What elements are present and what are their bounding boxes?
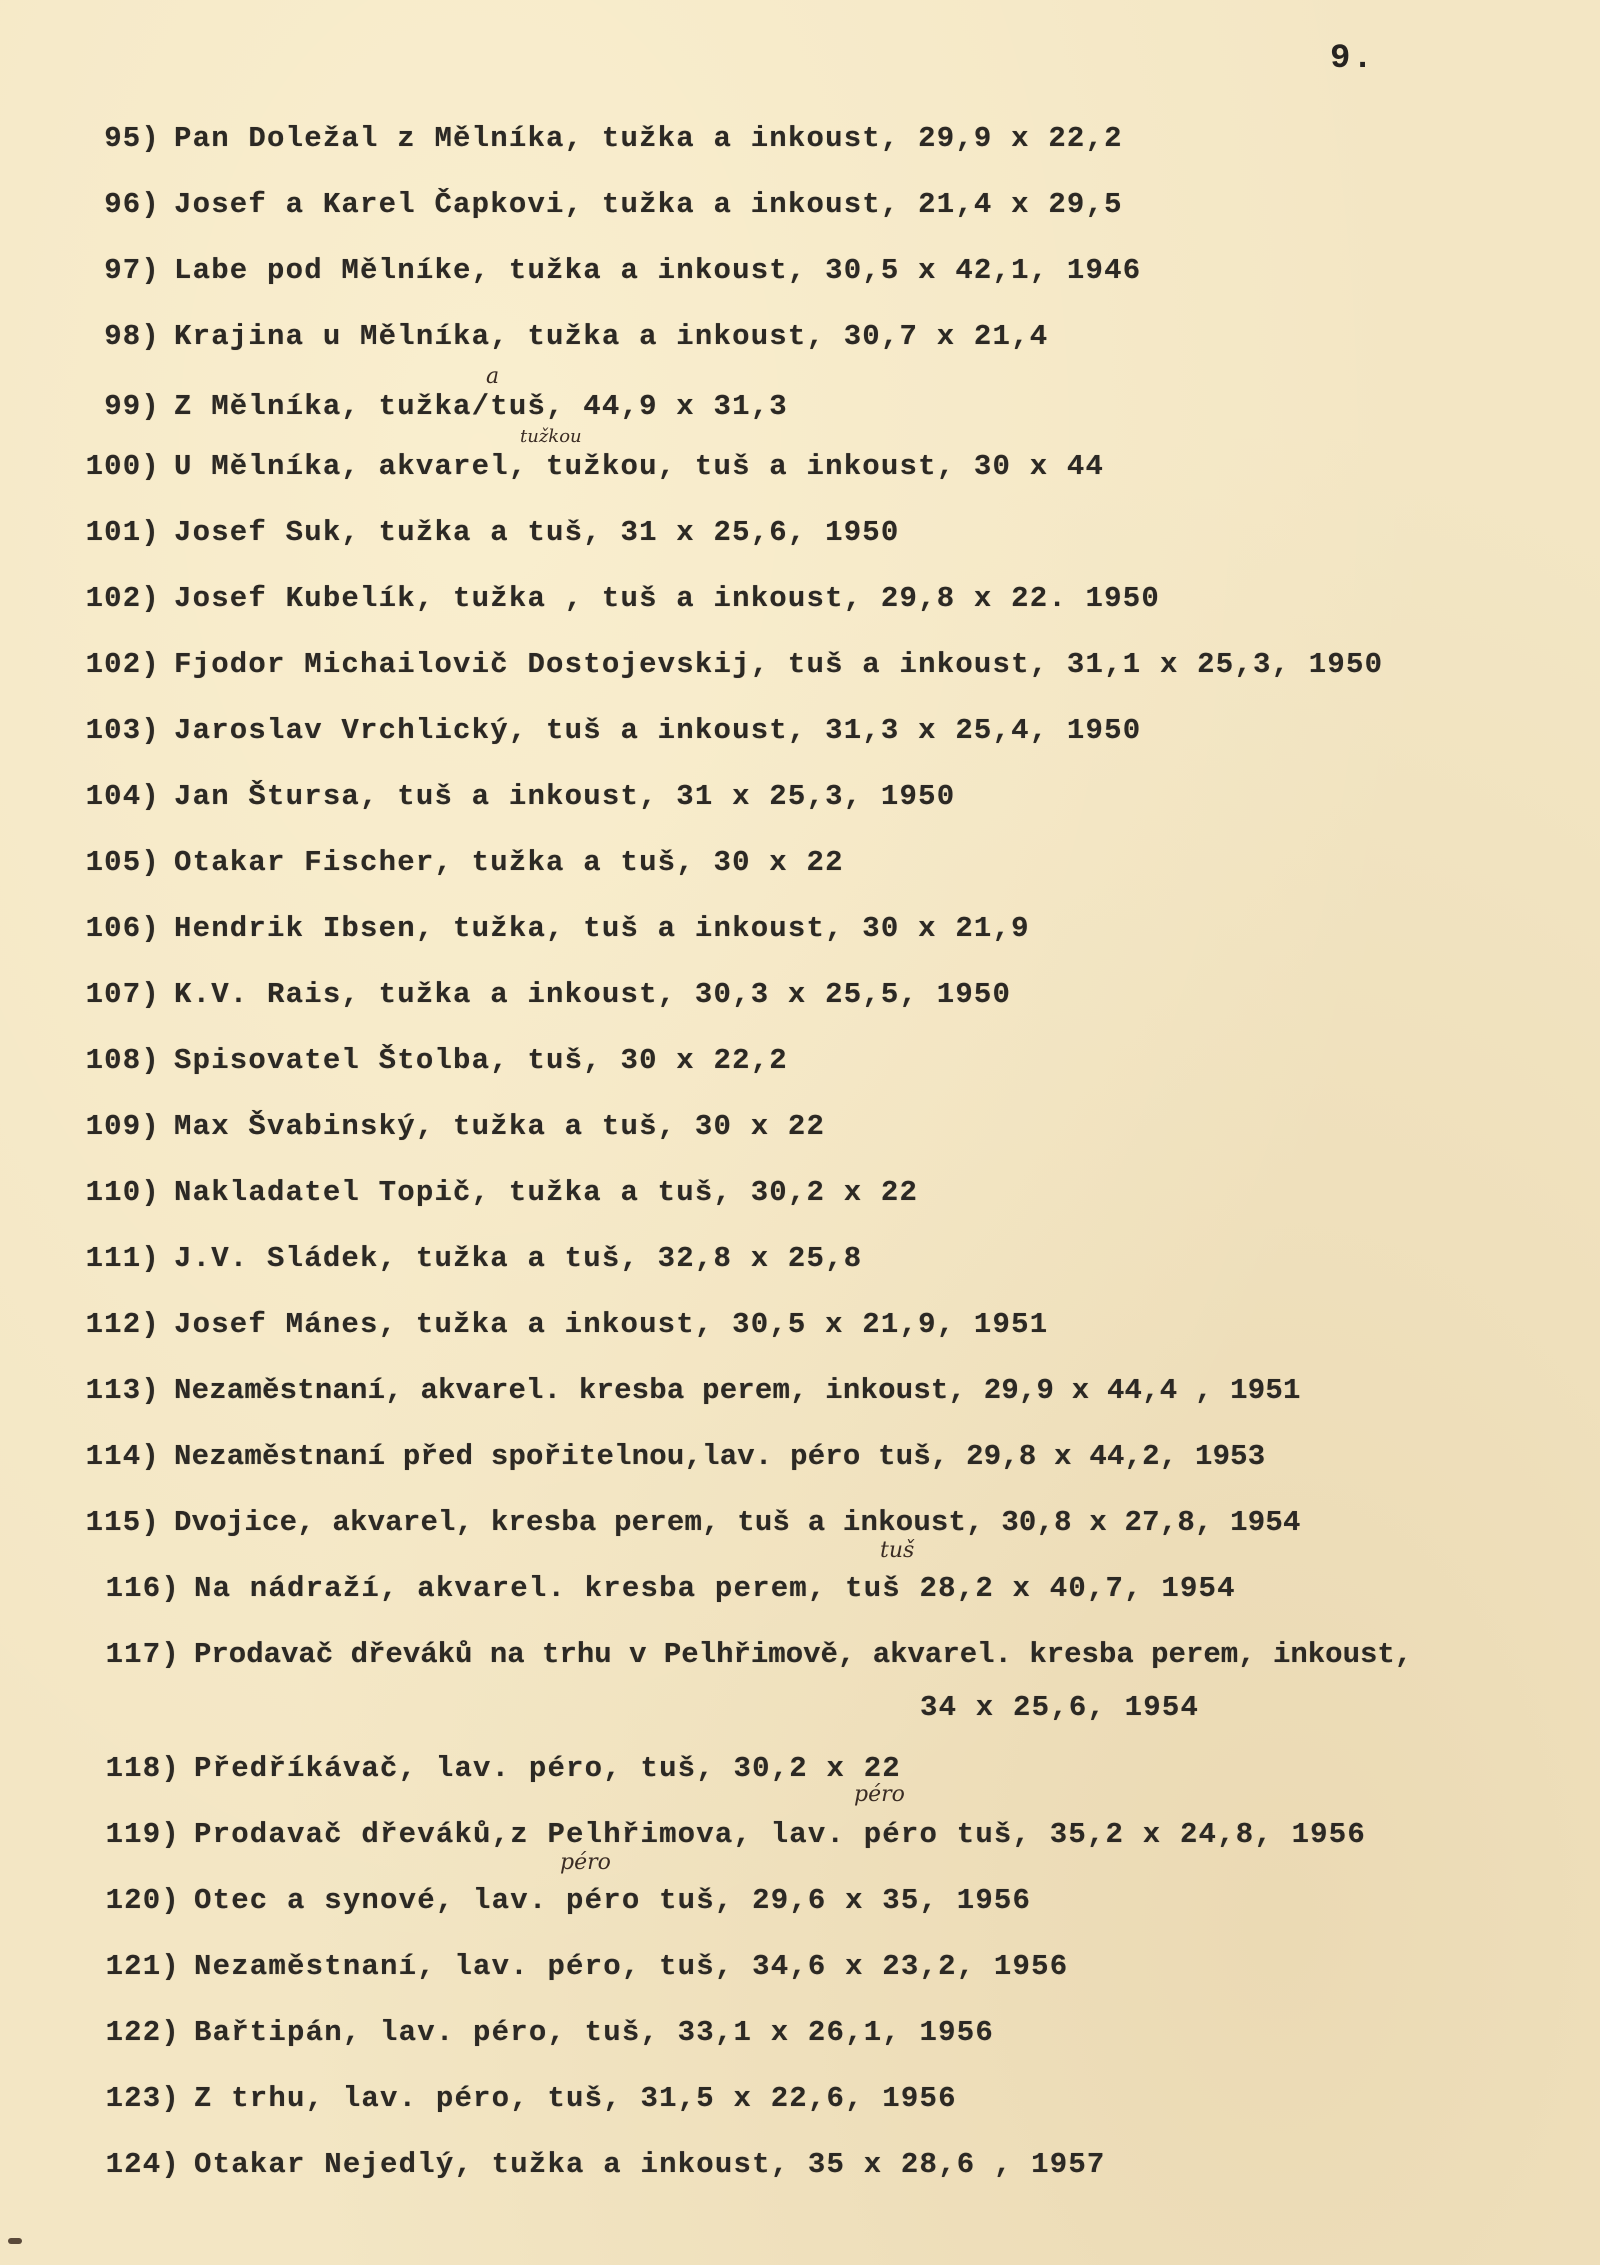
entry-number: 124) (105, 2148, 180, 2181)
entry-number: 111) (85, 1242, 160, 1275)
paper-mark (8, 2238, 22, 2244)
entry-number: 123) (105, 2082, 180, 2115)
entry-text: Hendrik Ibsen, tužka, tuš a inkoust, 30 x 21,9 (174, 912, 1030, 945)
handwritten-note: tužkou (520, 426, 582, 447)
entry-number: 109) (85, 1110, 160, 1143)
entry-number: 108) (85, 1044, 160, 1077)
entry-text: Krajina u Mělníka, tužka a inkoust, 30,7 x 21,4 (174, 320, 1049, 353)
entry-number: 101) (85, 516, 160, 549)
list-item (80, 1752, 901, 1785)
entry-number: 122) (105, 2016, 180, 2049)
list-item (80, 2082, 957, 2115)
list-item (60, 1110, 825, 1143)
list-item (60, 1308, 1048, 1341)
entry-number: 110) (85, 1176, 160, 1209)
entry-text: Jan Štursa, tuš a inkoust, 31 x 25,3, 1950 (174, 780, 956, 813)
list-item (60, 122, 1123, 155)
entry-number: 96) (104, 188, 160, 221)
entry-number: 102) (85, 582, 160, 615)
entry-text: Josef Suk, tužka a tuš, 31 x 25,6, 1950 (174, 516, 900, 549)
page-number: 9. (1330, 40, 1375, 78)
entry-number: 113) (85, 1374, 160, 1407)
entry-text: Z Mělníka, tužka/tuš, 44,9 x 31,3 (174, 390, 788, 423)
entry-number: 116) (105, 1572, 180, 1605)
handwritten-note: tuš (880, 1538, 915, 1563)
entry-text: Otakar Fischer, tužka a tuš, 30 x 22 (174, 846, 844, 879)
entry-number: 100) (85, 450, 160, 483)
entry-text: Prodavač dřeváků,z Pelhřimova, lav. péro tuš, 35,2 x 24,8, 1956 (194, 1818, 1366, 1851)
entry-text: Josef Mánes, tužka a inkoust, 30,5 x 21,9, 1951 (174, 1308, 1049, 1341)
list-item (60, 320, 1048, 353)
entry-number: 114) (85, 1440, 160, 1473)
entry-number: 102) (85, 648, 160, 681)
handwritten-note: a (486, 364, 500, 389)
entry-number: 107) (85, 978, 160, 1011)
entry-number: 121) (105, 1950, 180, 1983)
list-item (60, 1506, 1301, 1539)
entry-number: 106) (85, 912, 160, 945)
entry-number: 97) (104, 254, 160, 287)
entry-text: Předříkávač, lav. péro, tuš, 30,2 x 22 (194, 1752, 901, 1785)
entry-text: Josef Kubelík, tužka , tuš a inkoust, 29,8 x 22. 1950 (174, 582, 1160, 615)
entry-text: J.V. Sládek, tužka a tuš, 32,8 x 25,8 (174, 1242, 863, 1275)
list-item (60, 714, 1141, 747)
list-item (60, 1176, 918, 1209)
list-item (60, 450, 1104, 483)
entry-text: Bařtipán, lav. péro, tuš, 33,1 x 26,1, 1956 (194, 2016, 994, 2049)
entry-number: 103) (85, 714, 160, 747)
list-item (80, 2016, 994, 2049)
entry-number: 99) (104, 390, 160, 423)
list-item (60, 516, 900, 549)
entry-text: U Mělníka, akvarel, tužkou, tuš a inkoust, 30 x 44 (174, 450, 1105, 483)
list-item (60, 648, 1383, 681)
entry-text: Z trhu, lav. péro, tuš, 31,5 x 22,6, 1956 (194, 2082, 957, 2115)
entry-text: Otakar Nejedlý, tužka a inkoust, 35 x 28,6 , 1957 (194, 2148, 1106, 2181)
list-item (60, 582, 1160, 615)
entry-text: Spisovatel Štolba, tuš, 30 x 22,2 (174, 1044, 788, 1077)
entry-text: Fjodor Michailovič Dostojevskij, tuš a inkoust, 31,1 x 25,3, 1950 (174, 648, 1384, 681)
entry-text: Jaroslav Vrchlický, tuš a inkoust, 31,3 x 25,4, 1950 (174, 714, 1142, 747)
list-item (60, 1374, 1301, 1407)
entry-number: 115) (85, 1506, 160, 1539)
list-item (80, 2148, 1106, 2181)
list-item (60, 1044, 788, 1077)
entry-number: 105) (85, 846, 160, 879)
entry-text: Prodavač dřeváků na trhu v Pelhřimově, akvarel. kresba perem, inkoust, (194, 1638, 1413, 1671)
list-item (60, 912, 1030, 945)
list-item (60, 390, 788, 423)
entry-text: Nakladatel Topič, tužka a tuš, 30,2 x 22 (174, 1176, 919, 1209)
entry-text: K.V. Rais, tužka a inkoust, 30,3 x 25,5, 1950 (174, 978, 1012, 1011)
entry-number: 120) (105, 1884, 180, 1917)
entry-text: Otec a synové, lav. péro tuš, 29,6 x 35, 1956 (194, 1884, 1032, 1917)
entry-number: 104) (85, 780, 160, 813)
entry-text: Labe pod Mělníke, tužka a inkoust, 30,5 x 42,1, 1946 (174, 254, 1142, 287)
list-item (80, 1884, 1031, 1917)
entry-text: Pan Doležal z Mělníka, tužka a inkoust, 29,9 x 22,2 (174, 122, 1123, 155)
entry-text: Nezaměstnaní před spořitelnou,lav. péro tuš, 29,8 x 44,2, 1953 (174, 1440, 1266, 1473)
entry-text: Na nádraží, akvarel. kresba perem, tuš 28,2 x 40,7, 1954 (194, 1572, 1236, 1605)
list-item (60, 1242, 862, 1275)
entry-text: Josef a Karel Čapkovi, tužka a inkoust, 21,4 x 29,5 (174, 188, 1123, 221)
handwritten-note: péro (854, 1782, 905, 1807)
entry-text: Max Švabinský, tužka a tuš, 30 x 22 (174, 1110, 826, 1143)
entry-number: 95) (104, 122, 160, 155)
list-item (60, 254, 1141, 287)
list-item (60, 978, 1011, 1011)
entry-text: Nezaměstnaní, lav. péro, tuš, 34,6 x 23,2, 1956 (194, 1950, 1069, 1983)
list-item (60, 846, 844, 879)
list-item (80, 1572, 1236, 1605)
list-item (60, 780, 955, 813)
entry-number: 98) (104, 320, 160, 353)
list-item (60, 188, 1123, 221)
entry-number: 112) (85, 1308, 160, 1341)
entry-number: 117) (105, 1638, 180, 1671)
list-item (80, 1638, 1412, 1724)
entry-text-continuation: 34 x 25,6, 1954 (920, 1691, 1200, 1724)
entry-number: 119) (105, 1818, 180, 1851)
entry-text: Nezaměstnaní, akvarel. kresba perem, inkoust, 29,9 x 44,4 , 1951 (174, 1374, 1301, 1407)
list-item (80, 1818, 1366, 1851)
handwritten-note: péro (560, 1850, 611, 1875)
list-item (60, 1440, 1265, 1473)
entry-number: 118) (105, 1752, 180, 1785)
list-item (80, 1950, 1068, 1983)
entry-text: Dvojice, akvarel, kresba perem, tuš a inkoust, 30,8 x 27,8, 1954 (174, 1506, 1301, 1539)
